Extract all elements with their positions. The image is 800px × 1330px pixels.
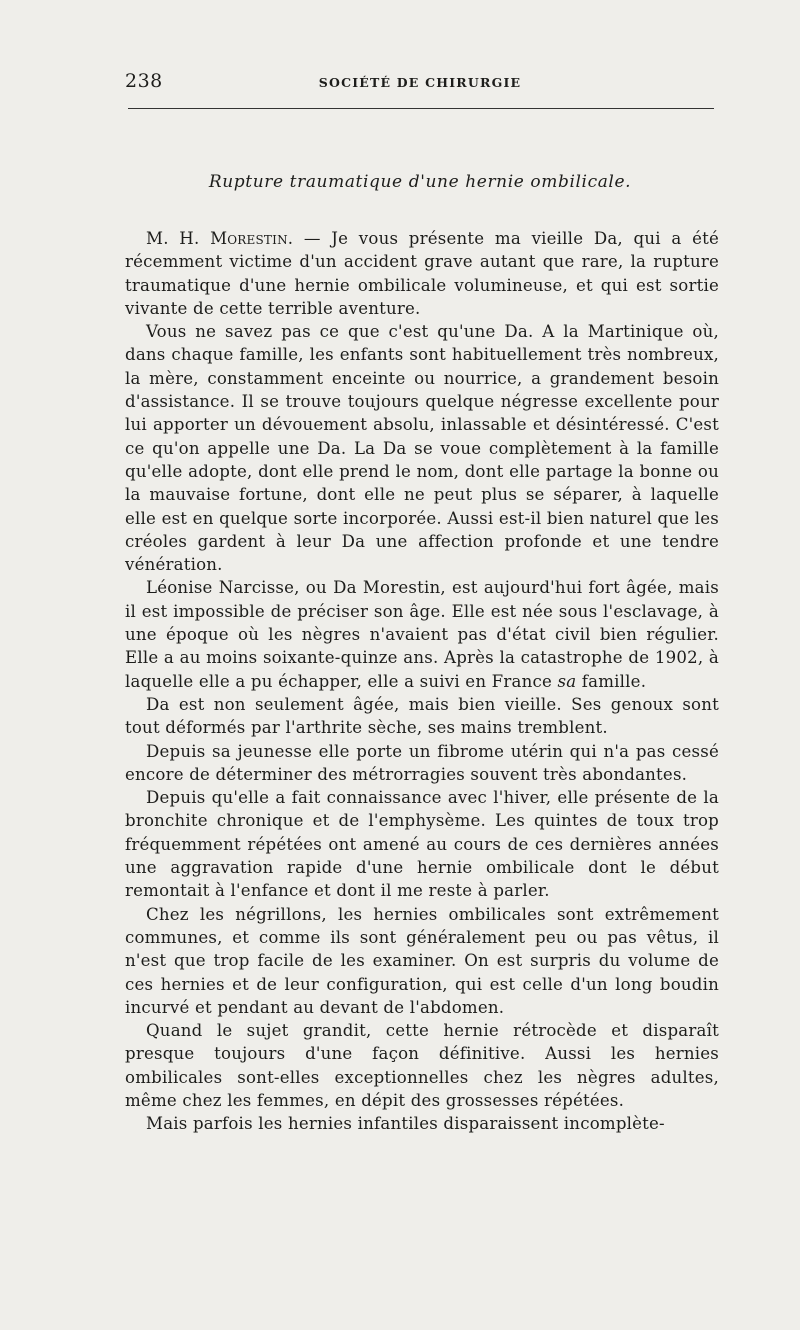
article-title: Rupture traumatique d'une hernie ombilicale. [208, 172, 632, 192]
header-rule [128, 108, 714, 109]
paragraph-text: . — Je vous présente ma vieille Da, qui a été récemment victime d'un accident grave autant que rare, la rupture traumatique d'une hernie ombilicale volumineuse, et qui est sortie vivante de cette terrible aventure. [125, 229, 720, 318]
running-title: SOCIÉTÉ DE CHIRURGIE [318, 75, 522, 90]
paragraph: Depuis sa jeunesse elle porte un fibrome utérin qui n'a pas cessé encore de déterminer des métrorragies souvent très abondantes. [125, 741, 719, 784]
paragraph: Depuis qu'elle a fait connaissance avec l'hiver, elle présente de la bronchite chronique et de l'emphysème. Les quintes de toux trop fréquemment répétées ont amené au cours de ces dernières années une aggravation rapide d'une hernie ombilicale dont le début remontait à l'enfance et dont il me reste à parler. [125, 788, 719, 901]
italic-word: sa [557, 671, 577, 691]
speaker-prefix: M. H. [146, 229, 211, 248]
paragraph [125, 576, 719, 692]
paragraph-text: Léonise Narcisse, ou Da Morestin, est aujourd'hui fort âgée, mais il est impossible de préciser son âge. Elle est née sous l'esclavage, à une époque où les nègres n'avaient pas d'état civil bien régulier. Elle a au moins soixante-quinze ans. Après la catastrophe de 1902, à laquelle elle a pu échapper, elle a suivi en France [125, 578, 719, 691]
page-header [125, 70, 715, 96]
paragraph: Quand le sujet grandit, cette hernie rétrocède et disparaît presque toujours d'une façon définitive. Aussi les hernies ombilicales sont-elles exceptionnelles chez les nègres adultes, même chez les femmes, en dépit des grossesses répétées. [125, 1021, 719, 1110]
paragraph: Da est non seulement âgée, mais bien vieille. Ses genoux sont tout déformés par l'arthrite sèche, ses mains tremblent. [125, 694, 719, 738]
paragraph: Chez les négrillons, les hernies ombilicales sont extrêmement communes, et comme ils sont généralement peu ou pas vêtus, il n'est que trop facile de les examiner. On est surpris du volume de ces hernies et de leur configuration, qui est celle d'un long boudin incurvé et pendant au devant de l'abdomen. [125, 904, 719, 1017]
paragraph [125, 227, 719, 320]
article-body [125, 227, 719, 1136]
speaker-name: Morestin [210, 229, 288, 248]
page-number: 238 [125, 70, 163, 92]
paragraph: Mais parfois les hernies infantiles disparaissent incomplète- [146, 1114, 665, 1134]
paragraph: Vous ne savez pas ce que c'est qu'une Da. A la Martinique où, dans chaque famille, les enfants sont habituellement très nombreux, la mère, constamment enceinte ou nourrice, a grandement besoin d'assistance. Il se trouve toujours quelque négresse excellente pour lui apporter un dévouement absolu, inlassable et désintéressé. C'est ce qu'on appelle une Da. La Da se voue complètement à la famille qu'elle adopte, dont elle prend le nom, dont elle partage la bonne ou la mauvaise fortune, dont elle ne peut plus se séparer, à laquelle elle est en quelque sorte incorporée. Aussi est-il bien naturel que les créoles gardent à leur Da une affection profonde et une tendre vénération. [125, 322, 719, 575]
paragraph-text: famille. [576, 671, 647, 691]
